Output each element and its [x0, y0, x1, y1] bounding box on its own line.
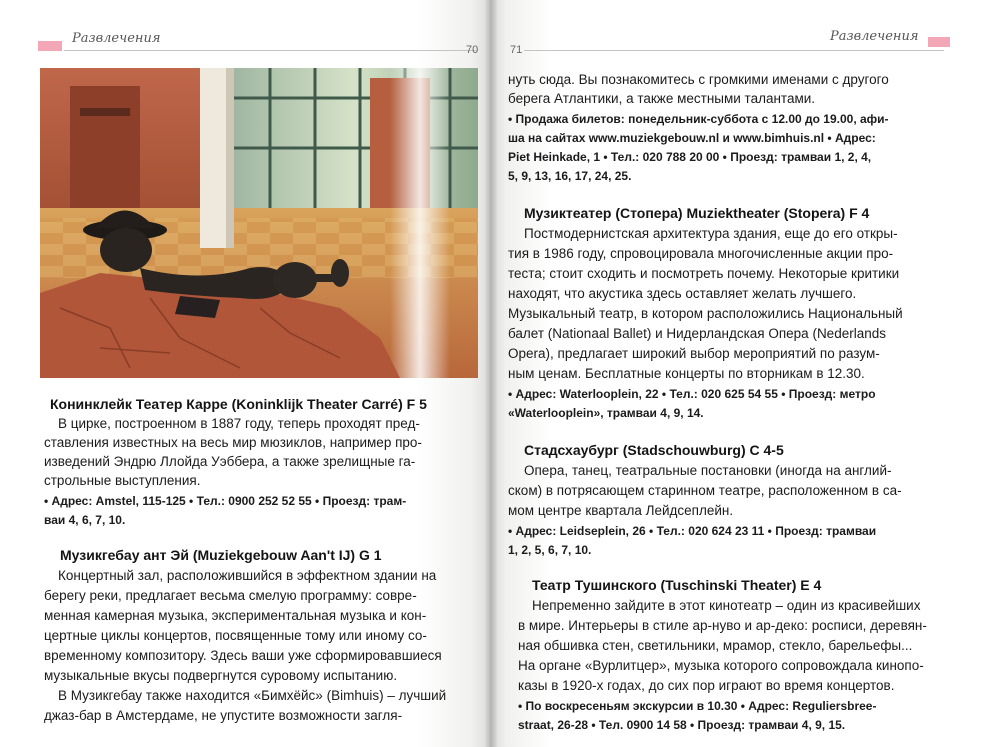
entry-body-line: казы в 1920-х годах, до сих пор играют во время концертов.: [518, 678, 895, 693]
entry-body-line: В цирке, построенном в 1887 году, теперь проходят пред-: [58, 416, 420, 431]
right-page: [490, 0, 1000, 747]
entry-body-line: джаз-бар в Амстердаме, не упустите возможности загля-: [44, 708, 403, 723]
entry-heading-carre: Конинклейк Театер Карре (Koninklijk Theater Carré) F 5: [50, 396, 427, 412]
left-header-rule: [64, 50, 476, 51]
entry-body-line: временному композитору. Здесь ваши уже сформировавшиеся: [44, 648, 442, 663]
continued-note-line: • Продажа билетов: понедельник-суббота с 12.00 до 19.00, афи-: [508, 112, 889, 126]
entry-note-line: ваи 4, 6, 7, 10.: [44, 513, 126, 527]
entry-body-line: В Музикгебау также находится «Бимхёйс» (Bimhuis) – лучший: [58, 688, 447, 703]
entry-body-line: теста; стоит сходить и посмотреть почему. Некоторые критики: [508, 266, 900, 281]
entry-note-line: straat, 26-28 • Тел. 0900 14 58 • Проезд: трамваи 4, 9, 15.: [518, 718, 846, 732]
entry-note-line: • Адрес: Amstel, 115-125 • Тел.: 0900 252 52 55 • Проезд: трам-: [44, 494, 407, 508]
right-header-rule: [524, 50, 944, 51]
right-section-title: Развлечения: [830, 29, 919, 44]
left-page-number: 70: [466, 44, 479, 56]
entry-body-line: находят, что акустика здесь оставляет желать лучшего.: [508, 286, 857, 301]
entry-heading-stadschouwburg: Стадсхаубург (Stadschouwburg) C 4-5: [524, 442, 784, 458]
left-page: [0, 0, 490, 747]
entry-body-line: Opera), предлагает широкий выбор мероприятий по разум-: [508, 346, 880, 361]
right-header-tab: [928, 37, 950, 47]
entry-body-line: менная камерная музыка, экспериментальная музыка и кон-: [44, 608, 427, 623]
entry-body-line: строльные выступления.: [44, 473, 201, 488]
entry-body-line: тия в 1986 году, спровоцировала многочисленные акции про-: [508, 246, 894, 261]
entry-note-line: • По воскресеньям экскурсии в 10.30 • Адрес: Reguliersbree-: [518, 699, 877, 713]
entry-heading-muziekgebouw: Музикгебау ант Эй (Muziekgebouw Aan't IJ) G 1: [60, 547, 382, 563]
left-header-tab: [38, 41, 62, 51]
book-gutter: [484, 0, 498, 747]
entry-body-line: ная обшивка стен, светильники, мрамор, стекло, барельефы...: [518, 638, 913, 653]
continued-note-line: ша на сайтах www.muziekgebouw.nl и www.bimhuis.nl • Адрес:: [508, 131, 876, 145]
entry-note-line: «Waterlooplein», трамваи 4, 9, 14.: [508, 406, 704, 420]
entry-body-line: балет (Nationaal Ballet) и Нидерландская Опера (Nederlands: [508, 326, 886, 341]
continued-note-line: 5, 9, 13, 16, 17, 24, 25.: [508, 169, 632, 183]
entry-body-line: Опера, танец, театральные постановки (иногда на англий-: [524, 463, 892, 478]
continued-line: берега Атлантики, а также местными талантами.: [508, 91, 816, 106]
entry-body-line: Непременно зайдите в этот кинотеатр – один из красивейших: [532, 598, 921, 613]
entry-body-line: ставления известных на весь мир мюзиклов, например про-: [44, 435, 422, 450]
entry-body-line: в мире. Интерьеры в стиле ар-нуво и ар-деко: росписи, деревян-: [518, 618, 927, 633]
entry-note-line: 1, 2, 5, 6, 7, 10.: [508, 543, 592, 557]
entry-note-line: • Адрес: Leidseplein, 26 • Тел.: 020 624 23 11 • Проезд: трамваи: [508, 524, 877, 538]
entry-body-line: ным ценам. Бесплатные концерты по вторникам в 12.30.: [508, 366, 865, 381]
entry-body-line: мом центре квартала Лейдсеплейн.: [508, 503, 734, 518]
entry-body-line: Постмодернистская архитектура здания, еще до его откры-: [524, 226, 898, 241]
continued-line: нуть сюда. Вы познакомитесь с громкими именами с другого: [508, 72, 889, 87]
left-section-title: Развлечения: [72, 31, 161, 46]
entry-body-line: ском) в потрясающем старинном театре, расположенном в са-: [508, 483, 902, 498]
entry-note-line: • Адрес: Waterlooplein, 22 • Тел.: 020 625 54 55 • Проезд: метро: [508, 387, 876, 401]
entry-body-line: цертные циклы концертов, посвященные тому или иному со-: [44, 628, 427, 643]
entry-body-line: Концертный зал, расположившийся в эффектном здании на: [58, 568, 437, 583]
entry-body-line: изведений Эндрю Ллойда Уэббера, а также зрелищные га-: [44, 454, 416, 469]
entry-body-line: берегу реки, предлагает весьма смелую программу: совре-: [44, 588, 417, 603]
lobby-sculpture-image: [40, 68, 478, 378]
theater-lobby-photo: [40, 68, 478, 378]
entry-body-line: Музыкальный театр, в котором расположились Национальный: [508, 306, 903, 321]
continued-note-line: Piet Heinkade, 1 • Тел.: 020 788 20 00 • Проезд: трамваи 1, 2, 4,: [508, 150, 872, 164]
right-page-number: 71: [510, 44, 523, 56]
entry-heading-tuschinski: Театр Тушинского (Tuschinski Theater) E 4: [532, 577, 822, 593]
entry-body-line: музыкальные вкусы подвергнутся суровому испытанию.: [44, 668, 398, 683]
entry-heading-muziektheater: Музиктеатер (Стопера) Muziektheater (Stopera) F 4: [524, 205, 870, 221]
entry-body-line: На органе «Вурлитцер», музыка которого сопровождала кинопо-: [518, 658, 924, 673]
